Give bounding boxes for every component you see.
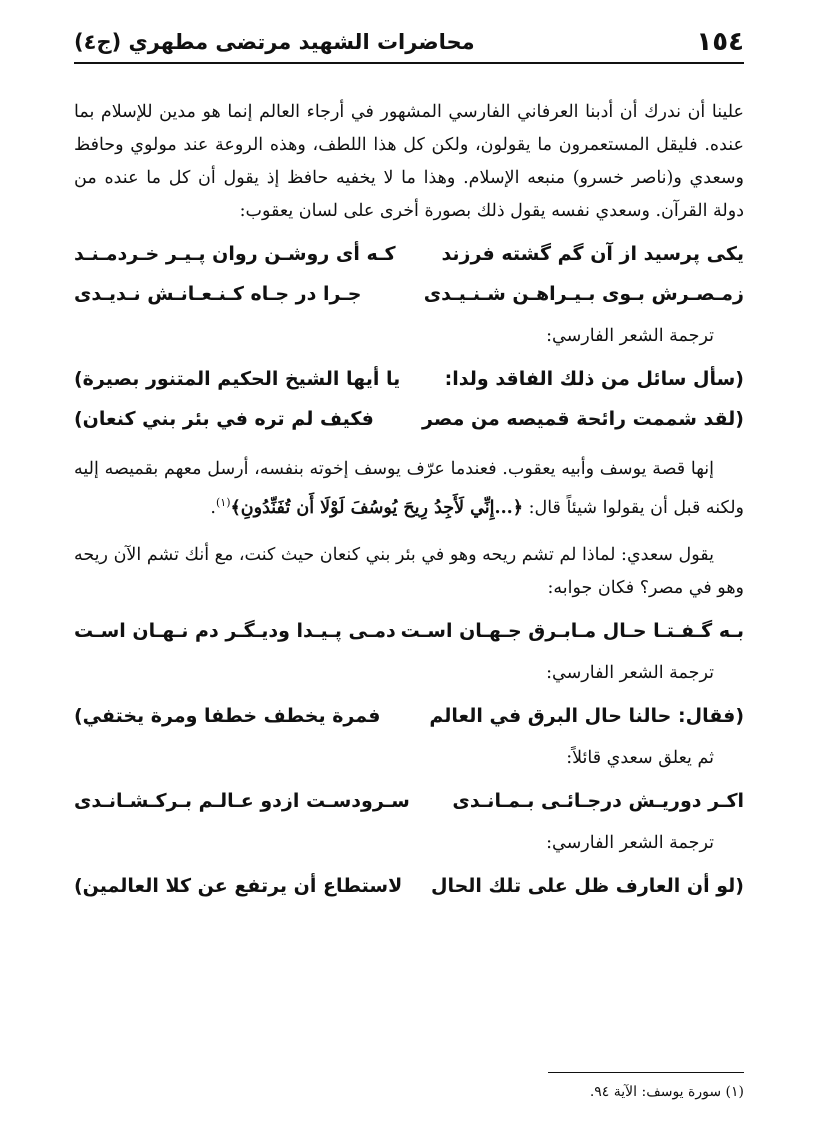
page-body bbox=[74, 96, 744, 912]
footnote-ref[interactable]: (١) bbox=[216, 496, 231, 509]
running-title: محاضرات الشهيد مرتضى مطهري (ج٤) bbox=[74, 30, 475, 54]
verse-line bbox=[74, 696, 744, 736]
paragraph-2-text: إنها قصة يوسف وأبيه يعقوب. فعندما عرّف يوسف إخوته بنفسه، أرسل معهم بقميصه إليه ولكنه قبل أن يقولوا شيئاً قال: bbox=[74, 459, 744, 518]
arabic-verses-1 bbox=[74, 359, 744, 439]
page-number: ١٥٤ bbox=[696, 27, 744, 57]
verse-hemistich-left: فمرة يخطف خطفا ومرة يختفي) bbox=[74, 704, 381, 727]
verse-hemistich-left: فكيف لم تره في بئر بني كنعان) bbox=[74, 408, 374, 430]
verse-hemistich-left: يا أيها الشيخ الحكيم المتنور بصيرة) bbox=[74, 368, 401, 390]
verse-hemistich-right: (سأل سائل من ذلك الفاقد ولدا: bbox=[444, 368, 744, 390]
verse-line bbox=[74, 234, 744, 274]
verse-hemistich-right: (فقال: حالنا حال البرق في العالم bbox=[429, 704, 744, 727]
verse-hemistich-right: بـه گـفـتـا حـال مـابـرق جـهـان اسـت bbox=[400, 619, 744, 642]
persian-verses-3 bbox=[74, 781, 744, 821]
verse-hemistich-right: اكـر دوريـش درجـائـى بـمـانـدى bbox=[452, 789, 744, 812]
footnote-divider bbox=[548, 1072, 744, 1073]
paragraph-2 bbox=[74, 453, 744, 525]
verse-hemistich-right: (لو أن العارف ظل على تلك الحال bbox=[430, 874, 744, 897]
page-header bbox=[74, 22, 744, 64]
translation-label: ترجمة الشعر الفارسي: bbox=[546, 662, 714, 683]
verse-hemistich-right: (لقد شممت رائحة قميصه من مصر bbox=[422, 408, 744, 430]
verse-hemistich-right: يكى پرسيد از آن گم گشته فرزند bbox=[441, 243, 744, 265]
verse-line bbox=[74, 274, 744, 314]
arabic-verses-3 bbox=[74, 866, 744, 906]
verse-hemistich-left: سـرودسـت ازدو عـالـم بـركـشـانـدى bbox=[74, 789, 410, 812]
persian-verses-2 bbox=[74, 611, 744, 651]
arabic-verses-2 bbox=[74, 696, 744, 736]
translation-label: ترجمة الشعر الفارسي: bbox=[546, 326, 714, 346]
verse-line bbox=[74, 359, 744, 399]
comment-label: ثم يعلق سعدي قائلاً: bbox=[566, 747, 714, 768]
verse-line bbox=[74, 399, 744, 439]
verse-line bbox=[74, 866, 744, 906]
verse-hemistich-left: لاستطاع أن يرتفع عن كلا العالمين) bbox=[74, 874, 403, 897]
verse-line bbox=[74, 781, 744, 821]
verse-hemistich-right: زمـصـرش بـوى بـيـراهـن شـنـيـدى bbox=[423, 283, 744, 305]
paragraph-3: يقول سعدي: لماذا لم تشم ريحه وهو في بئر بني كنعان حيث كنت، مع أنك تشم الآن ريحه وهو في مصر؟ فكان جوابه: bbox=[74, 544, 744, 598]
persian-verses-1 bbox=[74, 234, 744, 314]
verse-line bbox=[74, 611, 744, 651]
footnote: (١) سورة يوسف: الآية ٩٤. bbox=[589, 1084, 744, 1100]
verse-hemistich-left: جـرا در جـاه كـنـعـانـش نـديـدى bbox=[74, 283, 362, 305]
paragraph-2-end: . bbox=[210, 497, 216, 518]
verse-hemistich-left: كـه أى روشـن روان پـيـر خـردمـنـد bbox=[74, 243, 396, 265]
translation-label: ترجمة الشعر الفارسي: bbox=[546, 832, 714, 853]
quran-quote: ﴿...إِنِّي لَأَجِدُ رِيحَ يُوسُفَ لَوْلَا أَن تُفَنِّدُونِ﴾ bbox=[230, 497, 524, 518]
paragraph-1: علينا أن ندرك أن أدبنا العرفاني الفارسي المشهور في أرجاء العالم إنما هو مدين للإسلام بما عنده. فليقل المستعمرون ما يقولون، ولكن كل هذا اللطف، وهذه الروعة عند مولوي وحافظ وسعدي و(ناصر خسرو) منبعه الإسلام. وهذا ما لا يخفيه حافظ إذ يقول أن كل ما عنده من دولة القرآن. وسعدي نفسه يقول ذلك بصورة أخرى على لسان يعقوب: bbox=[74, 102, 744, 221]
verse-hemistich-left: دمـى پـيـدا وديـگـر دم نـهـان اسـت bbox=[74, 619, 396, 642]
